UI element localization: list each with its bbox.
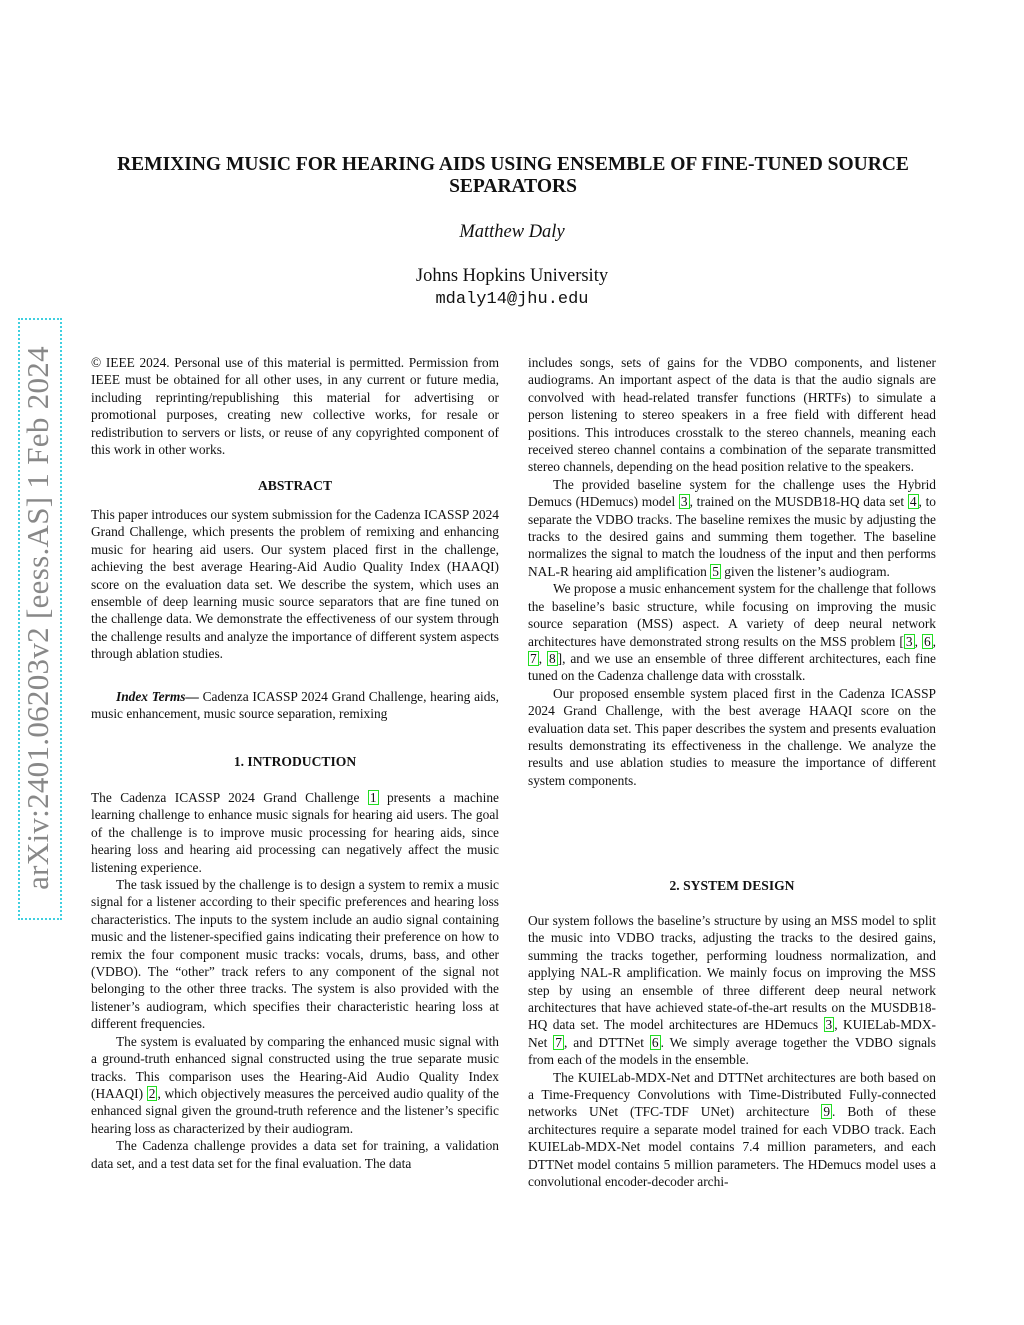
introduction-continued (528, 354, 936, 789)
citation-link[interactable]: 6 (923, 633, 931, 649)
paragraph (528, 476, 936, 580)
citation-link[interactable]: 5 (712, 563, 719, 579)
paragraph-text: The provided baseline system for the challenge uses the Hybrid Demucs (HDemucs) model (528, 476, 936, 510)
abstract-heading: ABSTRACT (257, 478, 333, 493)
paragraph (91, 1033, 499, 1137)
paragraph (528, 912, 936, 1069)
paragraph-text: Our system follows the baseline’s structure by using an MSS model to split the music into VDBO tracks, adjusting the tracks to the desired gains, summing the tracks together, performing loudness normalization, and applying NAL-R amplification. We mainly focus on improving the MSS step by using an ensemble of three different deep neural network architectures that have achieved state-of-the-art results on the MUSDB18-HQ data set. The model architectures are HDemucs (528, 913, 936, 1033)
paragraph-text: , (914, 633, 922, 649)
paragraph-text: Our proposed ensemble system placed first in the Cadenza ICASSP 2024 Grand Challenge, with the best average HAAQI score on the evaluation data set. This paper describes the system and presents evaluation results demonstrating its effectiveness in the challenge. We analyze the results and use ablation studies to measure the importance of different system components. (528, 685, 936, 788)
citation-link[interactable]: 3 (905, 633, 913, 649)
author-name: Matthew Daly (459, 222, 565, 242)
author-email[interactable]: mdaly14@jhu.edu (435, 290, 589, 309)
paragraph-text: , (932, 633, 937, 649)
paragraph-text: . Both of these architectures require a separate model trained for each VDBO track. Each KUIELab-MDX-Net model contains 7.4 million parameters, and each DTTNet model contains 5 million parameters. The HDemucs model uses a convolutional encoder-decoder archi- (528, 1104, 936, 1190)
paragraph (528, 685, 936, 789)
paragraph-text: . We simply average together the VDBO signals from each of the models in the ensemble. (528, 1034, 936, 1068)
paragraph (91, 354, 499, 458)
paragraph-text: The Cadenza challenge provides a data set for training, a validation data set, and a test data set for the final evaluation. The data (91, 1138, 499, 1171)
paragraph (91, 506, 499, 663)
system-design-body (528, 912, 936, 1191)
paragraph-text: , which objectively measures the perceived audio quality of the enhanced signal given the ground-truth reference and the listener’s specific hearing loss as characterized by their audiogram. (91, 1085, 499, 1136)
paragraph-text: , KUIELab-MDX-Net (528, 1017, 936, 1050)
index-terms-text: Cadenza ICASSP 2024 Grand Challenge, hearing aids, music enhancement, music source separation, remixing (91, 689, 499, 722)
paragraph-text: This paper introduces our system submission for the Cadenza ICASSP 2024 Grand Challenge, which presents the problem of remixing and enhancing music for hearing aid users. Our system placed first in the challenge, achieving the best average Hearing-Aid Audio Quality Index (HAAQI) score on the evaluation data set. We describe the system, which uses an ensemble of deep learning music source separators that are fine tuned on the challenge data. We demonstrate the effectiveness of our system through the challenge results and analyze the importance of different system aspects through ablation studies. (91, 507, 499, 662)
citation-link[interactable]: 2 (148, 1085, 156, 1101)
paragraph-text: ], and we use an ensemble of three different architectures, each fine tuned on the Cadenza challenge data with crosstalk. (528, 650, 936, 684)
paragraph-text: © IEEE 2024. Personal use of this material is permitted. Permission from IEEE must be obtained for all other uses, in any current or future media, including reprinting/republishing this material for advertising or promotional purposes, creating new collective works, for resale or redistribution to servers or lists, or reuse of any copyrighted component of this work in other works. (91, 355, 499, 458)
index-terms (91, 688, 499, 723)
paragraph-text: , trained on the MUSDB18-HQ data set (689, 494, 908, 510)
introduction-body (91, 789, 499, 1172)
paragraph (528, 1069, 936, 1191)
index-terms-label: Index Terms— (116, 689, 199, 704)
citation-link[interactable]: 9 (823, 1104, 831, 1120)
paragraph-text: , to separate the VDBO tracks. The baseline remixes the music by adjusting the tracks to the desired gains and summing them together. The baseline normalizes the signal to match the loudness of the input and then performs NAL-R hearing aid amplification (528, 494, 936, 579)
paragraph-text: includes songs, sets of gains for the VDBO components, and listener audiograms. An important aspect of the data is that the audio signals are convolved with head-related transfer functions (HRTFs) to simulate a person listening to stereo speakers in a free field with different head positions. This introduces crosstalk to the stereo channels, meaning each received stereo channel contains a combination of the separate transmitted stereo channels, depending on the head position relative to the speakers. (528, 355, 936, 475)
paragraph-text: The Cadenza ICASSP 2024 Grand Challenge (91, 790, 368, 805)
paragraph (528, 354, 936, 476)
paragraph-text: given the listener’s audiogram. (720, 563, 890, 579)
paragraph-text: , (538, 650, 547, 666)
citation-link[interactable]: 7 (530, 650, 537, 666)
paragraph-text: The KUIELab-MDX-Net and DTTNet architectures are both based on a Time-Frequency Convolutions with Time-Distributed Fully-connected networks UNet (TFC-TDF UNet) architecture (528, 1069, 936, 1120)
paragraph (91, 789, 499, 876)
citation-link[interactable]: 7 (555, 1034, 562, 1050)
citation-link[interactable]: 4 (909, 494, 917, 510)
paper-title: REMIXING MUSIC FOR HEARING AIDS USING ENSEMBLE OF FINE-TUNED SOURCE SEPARATORS (117, 154, 909, 197)
section-heading-introduction: 1. INTRODUCTION (233, 754, 357, 769)
arxiv-stamp[interactable] (18, 318, 60, 918)
citation-link[interactable]: 8 (548, 650, 556, 666)
paragraph-text: presents a machine learning challenge to enhance music signals for hearing aid users. The goal of the challenge is to improve music processing for hearing aids, since hearing loss and hearing aid processing can negatively affect the music listening experience. (91, 790, 499, 875)
paragraph (91, 1137, 499, 1172)
citation-link[interactable]: 3 (825, 1017, 833, 1033)
citation-link[interactable]: 3 (680, 494, 688, 510)
paragraph-text: , and DTTNet (563, 1034, 650, 1050)
arxiv-identifier: arXiv:2401.06203v2 [eess.AS] 1 Feb 2024 (20, 346, 55, 890)
affiliation: Johns Hopkins University (415, 266, 609, 286)
paragraph (91, 876, 499, 1033)
paragraph-text: The task issued by the challenge is to design a system to remix a music signal for a listener according to their specific preferences and hearing loss characteristics. The inputs to the system include an audio signal containing music and the listener-specified gains indicating their preference on how to remix the four component music tracks: vocals, drums, bass, and other (VDBO). The “other” track refers to any component of the signal not belonging to the other three tracks. The system is also provided with the listener’s audiogram, which specifies their characteristic hearing loss at different frequencies. (91, 877, 499, 1032)
paragraph (528, 580, 936, 684)
abstract-body (91, 506, 499, 663)
section-heading-system-design: 2. SYSTEM DESIGN (669, 878, 795, 893)
paragraph-text: The system is evaluated by comparing the enhanced music signal with a ground-truth enhanced signal constructed using the true separate music tracks. This comparison uses the Hearing-Aid Audio Quality Index (HAAQI) (91, 1033, 499, 1101)
paragraph-text: We propose a music enhancement system for the challenge that follows the baseline’s basic structure, while focusing on improving the music source separation (MSS) aspect. A variety of deep neural network architectures have demonstrated strong results on the MSS problem [ (528, 581, 936, 649)
citation-link[interactable]: 6 (651, 1034, 659, 1050)
citation-link[interactable]: 1 (369, 790, 377, 805)
copyright-notice (91, 354, 499, 458)
